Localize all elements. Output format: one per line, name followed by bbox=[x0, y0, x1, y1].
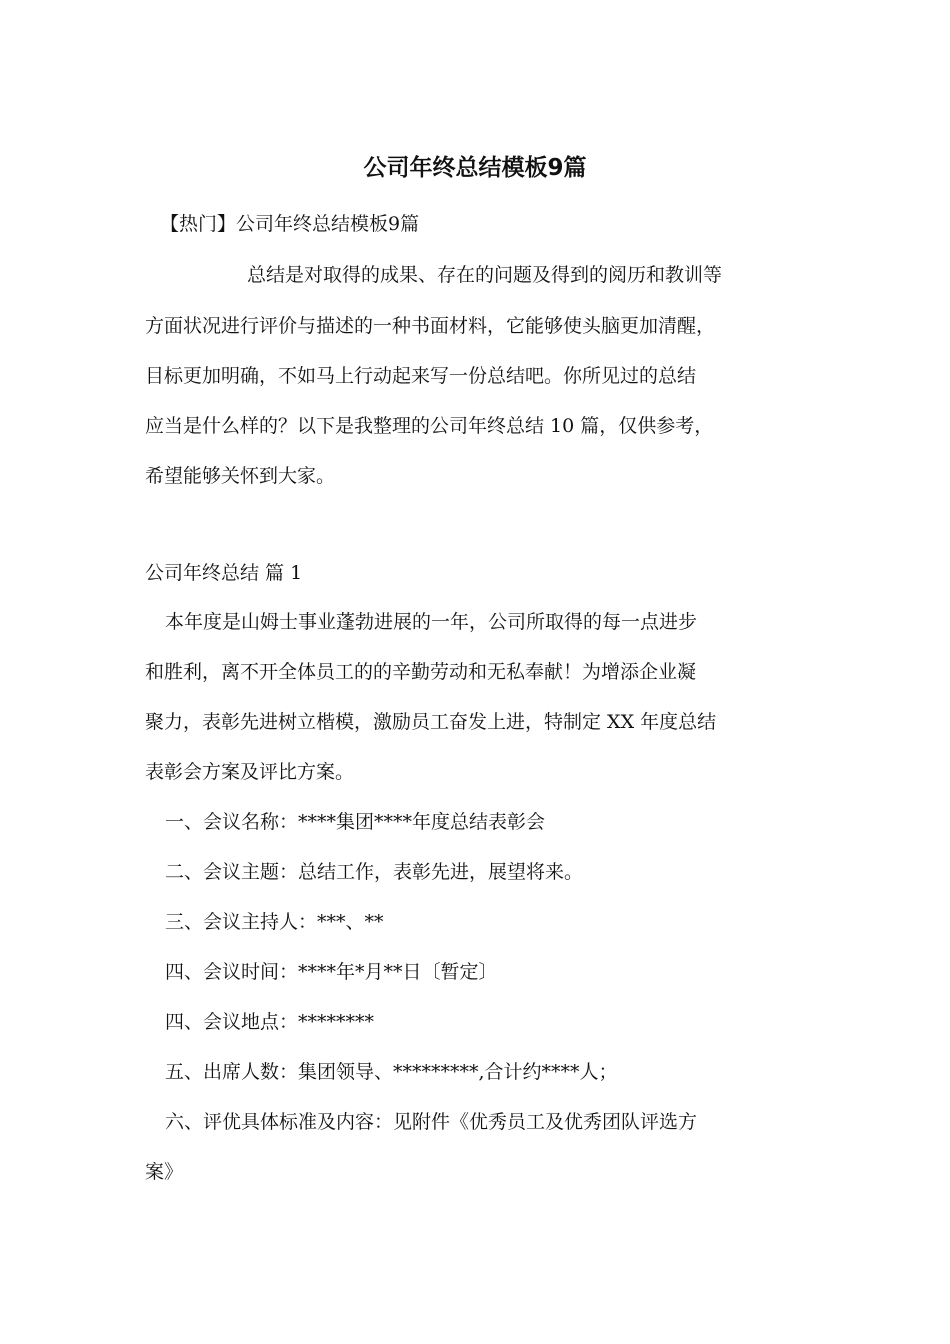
list-item: 六、评优具体标准及内容：见附件《优秀员工及优秀团队评选方 bbox=[165, 1111, 698, 1133]
body-line: 本年度是山姆士事业蓬勃进展的一年，公司所取得的每一点进步 bbox=[165, 611, 698, 633]
document-subtitle: 【热门】公司年终总结模板9篇 bbox=[160, 213, 420, 235]
body-line: 表彰会方案及评比方案。 bbox=[145, 761, 355, 783]
list-item: 四、会议地点：******** bbox=[165, 1011, 375, 1033]
list-item: 案》 bbox=[145, 1161, 184, 1183]
intro-line: 总结是对取得的成果、存在的问题及得到的阅历和教训等 bbox=[247, 264, 723, 286]
intro-line: 目标更加明确，不如马上行动起来写一份总结吧。你所见过的总结 bbox=[145, 365, 697, 387]
body-line: 聚力，表彰先进树立楷模，激励员工奋发上进，特制定 XX 年度总结 bbox=[145, 711, 717, 733]
list-item: 四、会议时间：****年*月**日〔暂定〕 bbox=[165, 961, 498, 983]
document-title: 公司年终总结模板9篇 bbox=[363, 155, 587, 181]
intro-line: 应当是什么样的？以下是我整理的公司年终总结 10 篇，仅供参考， bbox=[145, 415, 714, 437]
list-item: 一、会议名称：****集团****年度总结表彰会 bbox=[165, 811, 546, 833]
body-line: 和胜利，离不开全体员工的的辛勤劳动和无私奉献！为增添企业凝 bbox=[145, 661, 697, 683]
section-heading: 公司年终总结 篇 1 bbox=[145, 562, 303, 584]
list-item: 三、会议主持人：***、** bbox=[165, 911, 384, 933]
intro-line: 方面状况进行评价与描述的一种书面材料，它能够使头脑更加清醒， bbox=[145, 315, 716, 337]
list-item: 五、出席人数：集团领导、*********,合计约****人； bbox=[165, 1061, 618, 1083]
list-item: 二、会议主题：总结工作，表彰先进，展望将来。 bbox=[165, 861, 584, 883]
intro-line: 希望能够关怀到大家。 bbox=[145, 465, 336, 487]
